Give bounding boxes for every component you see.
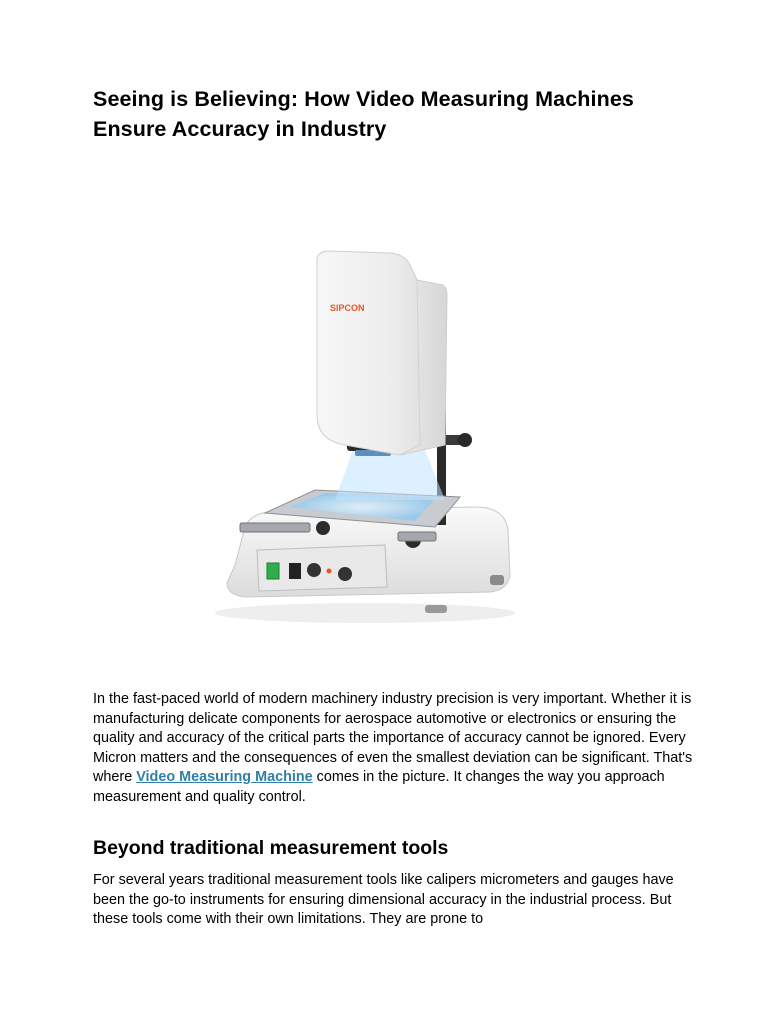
article-title: Seeing is Believing: How Video Measuring Machines Ensure Accuracy in Industry — [93, 87, 634, 141]
intro-text-end: comes in the picture. It changes the way you approach measurement and quality control. — [93, 769, 665, 805]
intro-paragraph — [93, 690, 693, 808]
section-paragraph: For several years traditional measurement tools like calipers micrometers and gauges have been the go-to instruments for ensuring dimensional accuracy in the industrial process. But these tools come with their own limitations. They are prone to — [93, 872, 674, 928]
intro-text-start: In the fast-paced world of modern machinery industry precision is very important. Whether it is manufacturing delicate components for aerospace automotive or electronics or ensuring the quality and accuracy of the critical parts the importance of accuracy cannot be ignored. Every Micron matters and the consequences of even the smallest deviation can be significant. That's where — [93, 691, 693, 786]
video-measuring-machine-link[interactable]: Video Measuring Machine — [136, 769, 313, 786]
section-heading: Beyond traditional measurement tools — [93, 837, 449, 859]
brand-logo: SIPCON — [330, 303, 365, 313]
video-measuring-machine-image — [205, 245, 525, 630]
